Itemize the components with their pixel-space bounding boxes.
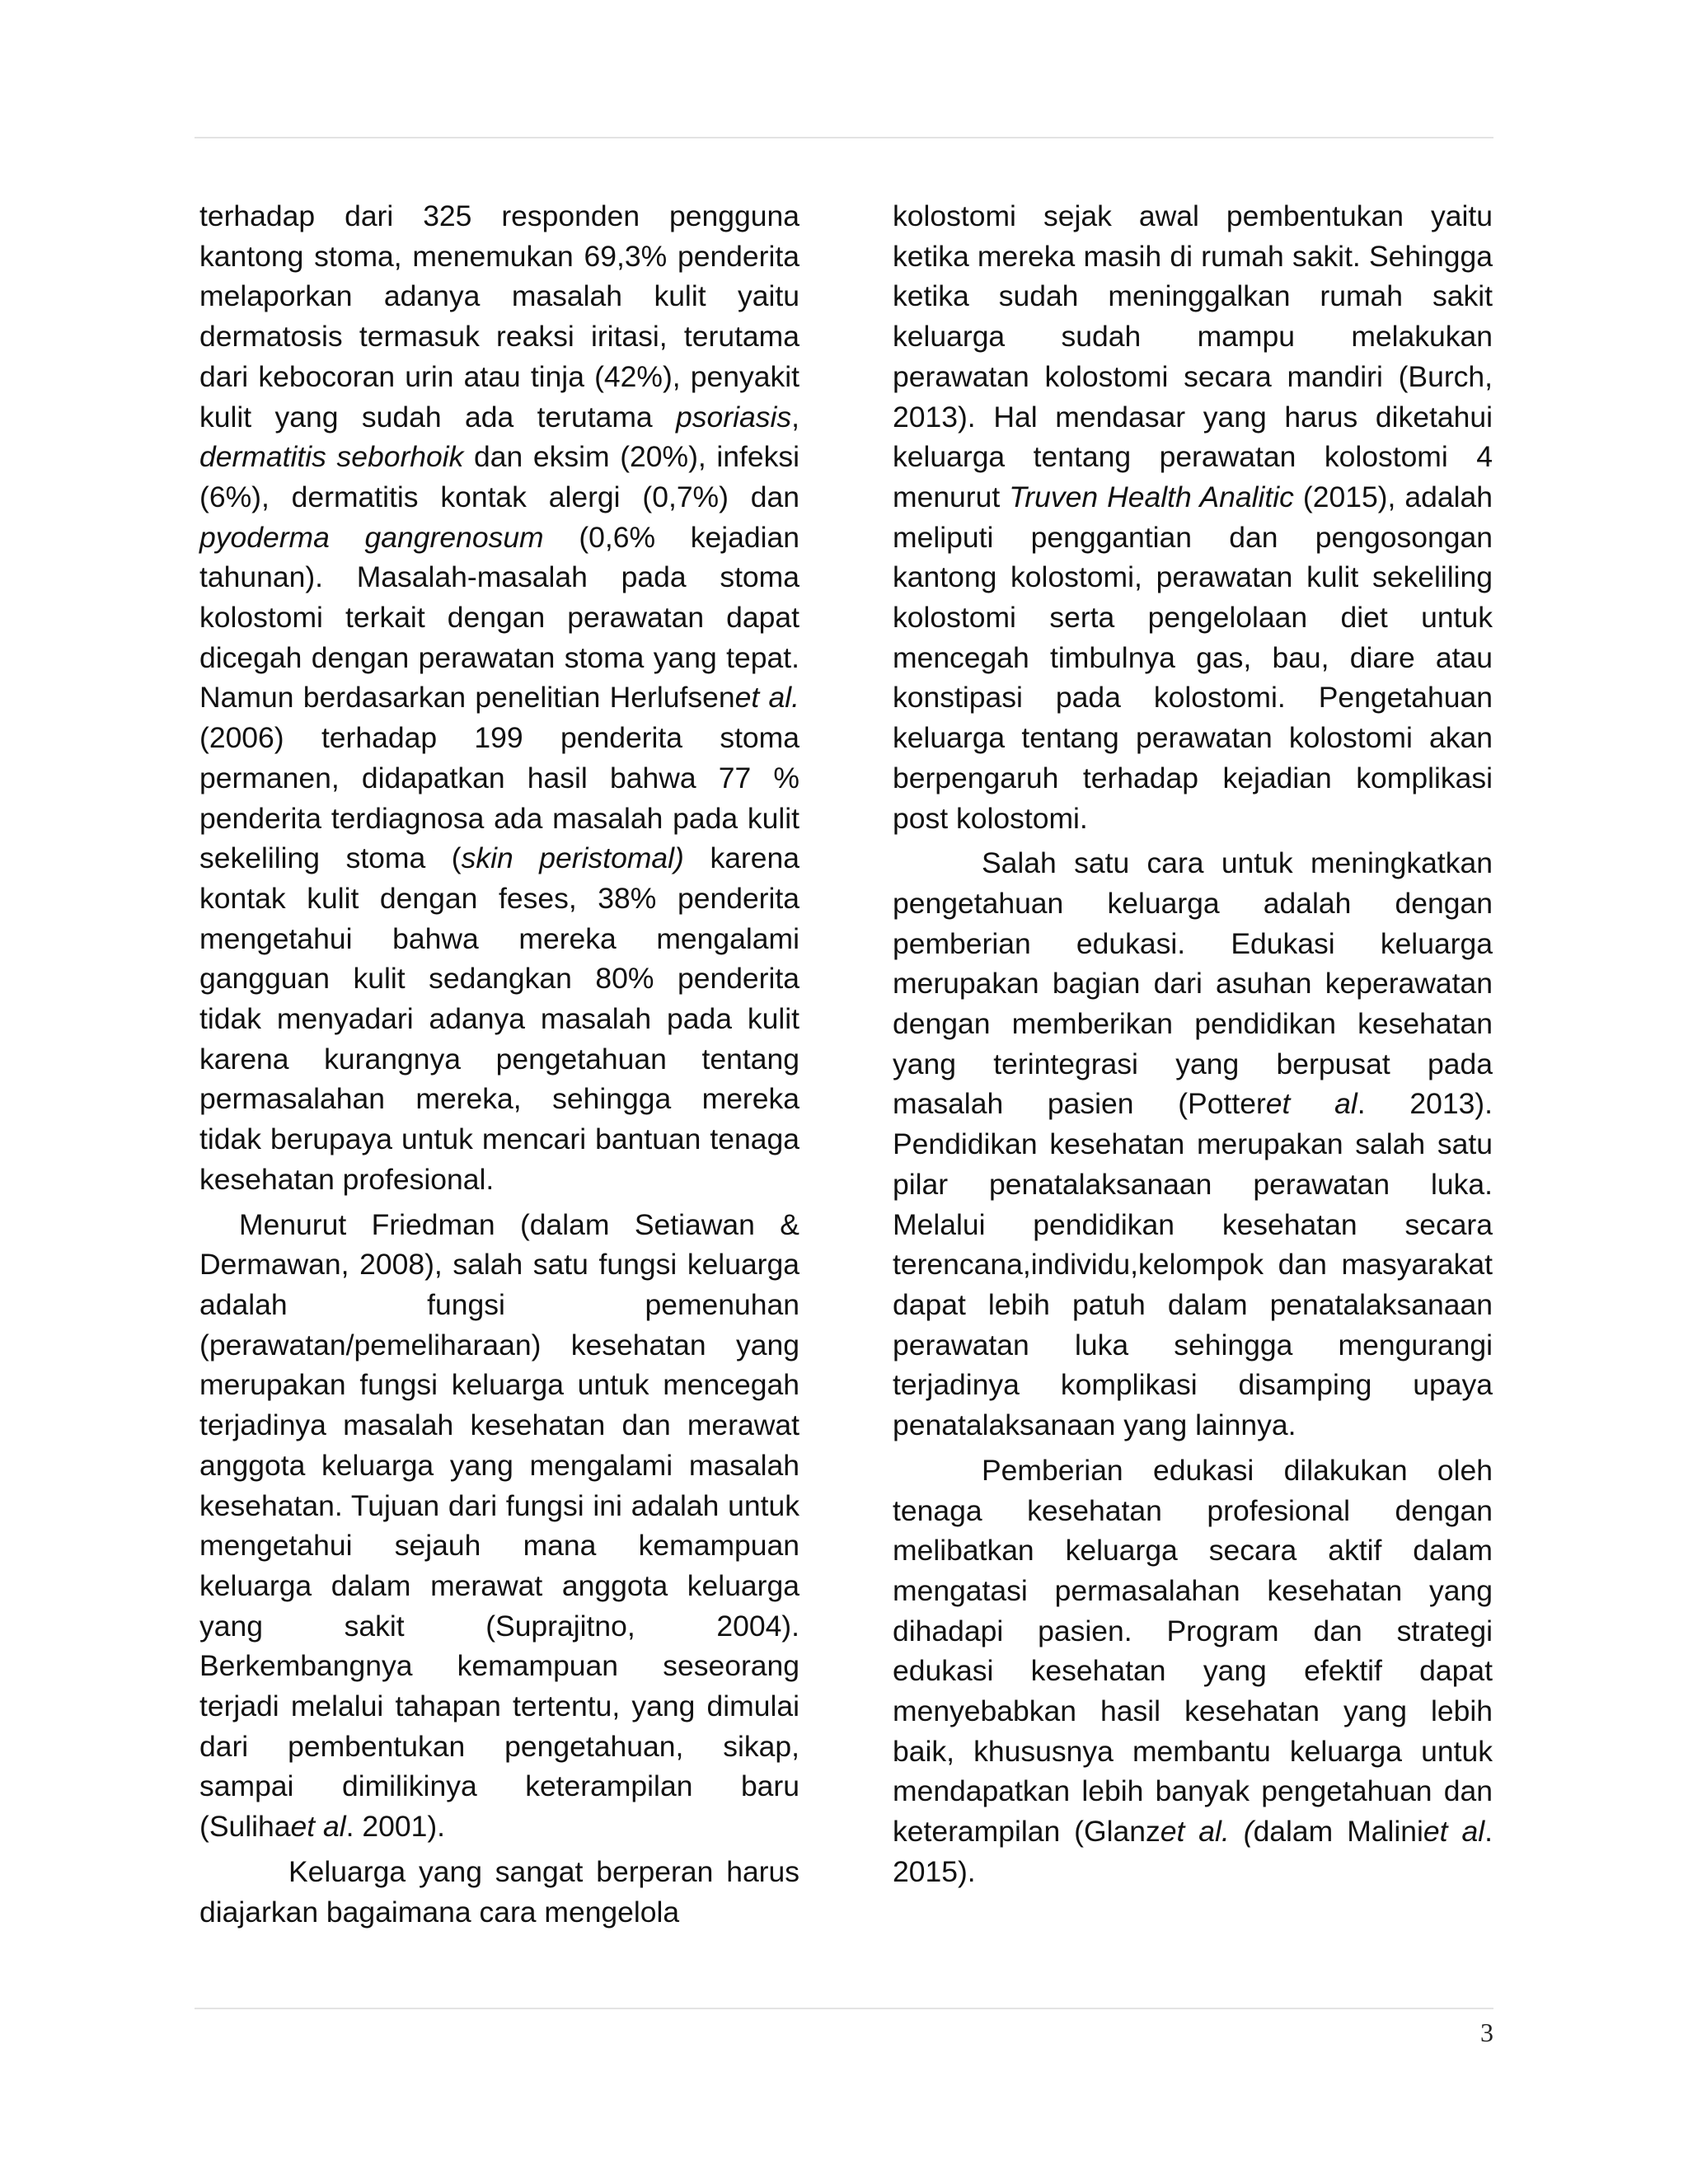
italic-term: skin peristomal) <box>461 841 684 875</box>
paragraph-right-2 <box>893 843 1493 1446</box>
italic-citation: et al. <box>734 681 799 715</box>
right-text-column <box>893 196 1493 1897</box>
italic-term: pyoderma gangrenosum <box>199 520 544 554</box>
text-run: dan eksim (20%), infeksi (6%), dermatitis kontak alergi (0,7%) dan <box>199 440 799 513</box>
paragraph-right-3 <box>893 1451 1493 1892</box>
italic-term: dermatitis seborhoik <box>199 440 464 474</box>
paragraph-left-1 <box>199 196 799 1200</box>
text-run: . 2015). <box>893 1815 1493 1888</box>
text-run: . 2013). Pendidikan kesehatan merupakan salah satu pilar penatalaksanaan perawatan luka. Melalui pendidikan kesehatan secara terencana,individu,kelompok dan masyarakat dapat lebih patuh dalam penatalaksanaan perawatan luka sehingga mengurangi terjadinya komplikasi disamping upaya penatalaksanaan yang lainnya. <box>893 1087 1493 1442</box>
italic-citation: et al <box>1423 1815 1485 1849</box>
text-run: (0,6% kejadian tahunan). Masalah-masalah pada stoma kolostomi terkait dengan perawatan dapat dicegah dengan perawatan stoma yang tepat. Namun berdasarkan penelitian Herlufsen <box>199 520 799 715</box>
text-run: Menurut Friedman (dalam Setiawan & Dermawan, 2008), salah satu fungsi keluarga adalah fungsi pemenuhan (perawatan/pemeliharaan) kesehatan yang merupakan fungsi keluarga untuk mencegah terjadinya masalah kesehatan dan merawat anggota keluarga yang mengalami masalah kesehatan. Tujuan dari fungsi ini adalah untuk mengetahui sejauh mana kemampuan keluarga dalam merawat anggota keluarga yang sakit (Suprajitno, 2004). Berkembangnya kemampuan seseorang terjadi melalui tahapan tertentu, yang dimulai dari pembentukan pengetahuan, sikap, sampai dimilikinya keterampilan baru (Suliha <box>199 1207 799 1844</box>
italic-citation: et al <box>290 1810 346 1844</box>
italic-citation: et al <box>1265 1087 1357 1121</box>
italic-citation: et al. ( <box>1160 1815 1254 1849</box>
text-run: , <box>791 400 799 434</box>
paragraph-left-2 <box>199 1205 799 1847</box>
text-run: (2006) terhadap 199 penderita stoma permanen, didapatkan hasil bahwa 77 % penderita terdiagnosa ada masalah pada kulit sekeliling stoma ( <box>199 721 799 875</box>
text-run: dalam Malini <box>1253 1815 1423 1849</box>
left-text-column <box>199 196 799 1937</box>
text-run: Keluarga yang sangat berperan harus diajarkan bagaimana cara mengelola <box>199 1854 799 1929</box>
italic-term: psoriasis <box>676 400 792 434</box>
footer-divider <box>195 2008 1493 2009</box>
text-run: Salah satu cara untuk meningkatkan pengetahuan keluarga adalah dengan pemberian edukasi. Edukasi keluarga merupakan bagian dari asuhan keperawatan dengan memberikan pendidikan kesehatan yang terintegrasi yang berpusat pada masalah pasien (Potter <box>893 846 1493 1121</box>
header-divider <box>195 137 1493 138</box>
text-run: kolostomi sejak awal pembentukan yaitu ketika mereka masih di rumah sakit. Sehingga ketika sudah meninggalkan rumah sakit keluarga sudah mampu melakukan perawatan kolostomi secara mandiri (Burch, 2013). Hal mendasar yang harus diketahui keluarga tentang perawatan kolostomi 4 menurut <box>893 199 1493 513</box>
text-run: terhadap dari 325 responden pengguna kantong stoma, menemukan 69,3% penderita melaporkan adanya masalah kulit yaitu dermatosis termasuk reaksi iritasi, terutama dari kebocoran urin atau tinja (42%), penyakit kulit yang sudah ada terutama <box>199 199 799 434</box>
italic-term: Truven Health Analitic <box>1009 480 1294 513</box>
text-run: . 2001). <box>345 1810 446 1844</box>
paragraph-right-1 <box>893 196 1493 838</box>
text-run: karena kontak kulit dengan feses, 38% penderita mengetahui bahwa mereka mengalami gangguan kulit sedangkan 80% penderita tidak menyadari adanya masalah pada kulit karena kurangnya pengetahuan tentang permasalahan mereka, sehingga mereka tidak berupaya untuk mencari bantuan tenaga kesehatan profesional. <box>199 841 799 1196</box>
page-number: 3 <box>1480 2018 1493 2047</box>
paragraph-left-3 <box>199 1852 799 1932</box>
text-run: (2015), adalah meliputi penggantian dan pengosongan kantong kolostomi, perawatan kulit sekeliling kolostomi serta pengelolaan diet untuk mencegah timbulnya gas, bau, diare atau konstipasi pada kolostomi. Pengetahuan keluarga tentang perawatan kolostomi akan berpengaruh terhadap kejadian komplikasi post kolostomi. <box>893 480 1493 835</box>
text-run: Pemberian edukasi dilakukan oleh tenaga kesehatan profesional dengan melibatkan keluarga secara aktif dalam mengatasi permasalahan kesehatan yang dihadapi pasien. Program dan strategi edukasi kesehatan yang efektif dapat menyebabkan hasil kesehatan yang lebih baik, khususnya membantu keluarga untuk mendapatkan lebih banyak pengetahuan dan keterampilan (Glanz <box>893 1453 1493 1849</box>
